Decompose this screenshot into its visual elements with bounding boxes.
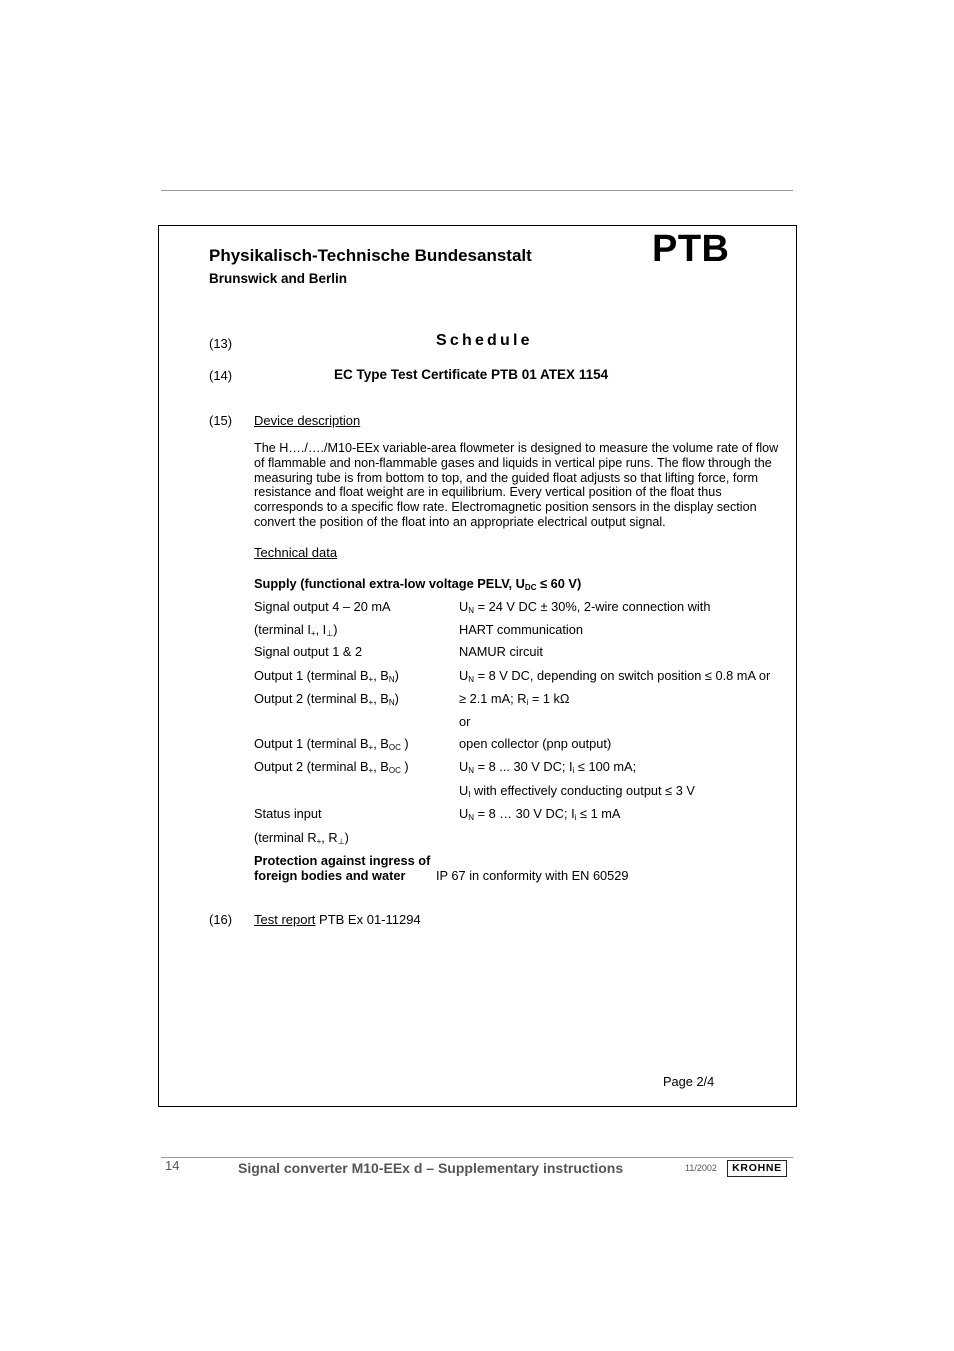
ptb-logo: PTB <box>652 228 730 270</box>
institute-name: Physikalisch-Technische Bundesanstalt <box>209 246 532 265</box>
output-2-oc-label: Output 2 (terminal $B_+$, $B_{OC}$ ) <box>254 759 409 775</box>
device-description-text: The H…./…./M10-EEx variable-area flowmeter is designed to measure the volume rate of flow of flammable and non-flammable gases and liquids in vertical pipe runs. The flow through the measuring tube is from bottom to top, and the guided float adjusts so that lifting force, form resistance and float weight are in equilibrium. Every vertical position of the float thus corresponds to a specific flow rate. Electromagnetic position sensors in the display section convert the position of the float into an appropriate electrical output signal. <box>254 441 779 529</box>
output-namur-value-cont: ≥ 2.1 mA; $R_i = 1$ kΩ <box>459 691 570 707</box>
footer-title: Signal converter M10-EEx d – Supplementary instructions <box>238 1160 624 1176</box>
terminal-i-label: (terminal $I_+$, $I_\perp$) <box>254 622 338 638</box>
footer-date: 11/2002 <box>685 1163 717 1173</box>
page-number: Page 2/4 <box>663 1074 715 1089</box>
clause-number-16: (16) <box>209 912 233 927</box>
status-input-label: Status input <box>254 806 322 821</box>
output-oc-value: $U_N = 8$ ... 30 V DC; $I_i \le 100$ mA; <box>459 759 637 775</box>
or-text: or <box>459 714 471 729</box>
output-2-namur-label: Output 2 (terminal $B_+$, $B_N$) <box>254 691 399 707</box>
schedule-title: Schedule <box>436 332 533 349</box>
top-rule <box>161 190 793 191</box>
krohne-logo: KROHNE <box>727 1160 787 1177</box>
protection-value: IP 67 in conformity with EN 60529 <box>436 868 629 883</box>
protection-label-line1: Protection against ingress of <box>254 853 431 868</box>
output-oc-value-cont: $U_I$ with effectively conducting output ≤ 3 V <box>459 783 695 799</box>
footer-page-number: 14 <box>165 1158 180 1173</box>
hart-value: HART communication <box>459 622 583 637</box>
device-description-heading: Device description <box>254 413 361 428</box>
output-1-oc-label: Output 1 (terminal $B_+$, $B_{OC}$ ) <box>254 736 409 752</box>
output-1-namur-label: Output 1 (terminal $B_+$, $B_N$) <box>254 668 399 684</box>
test-report-label: Test report <box>254 912 316 927</box>
open-collector-value: open collector (pnp output) <box>459 736 612 751</box>
output-namur-value: $U_N = 8$ V DC, depending on switch position ≤ 0.8 mA or <box>459 668 771 684</box>
signal-output-1-2-label: Signal output 1 & 2 <box>254 644 363 659</box>
certificate-frame <box>158 225 797 1107</box>
signal-output-4-20-value: $U_N = 24$ V DC ± 30%, 2-wire connection with <box>459 599 711 615</box>
test-report-line: Test report PTB Ex 01-11294 <box>254 912 421 927</box>
clause-number-15: (15) <box>209 413 233 428</box>
namur-value: NAMUR circuit <box>459 644 543 659</box>
status-input-value: $U_N = 8$ … 30 V DC; $I_i \le 1$ mA <box>459 806 621 822</box>
protection-label-line2: foreign bodies and water <box>254 868 406 883</box>
technical-data-heading: Technical data <box>254 545 338 560</box>
terminal-r-label: (terminal $R_+$, $R_\perp$) <box>254 830 349 846</box>
supply-heading: Supply (functional extra-low voltage PELV, $U_{DC} \le 60$ V) <box>254 576 582 592</box>
certificate-title: EC Type Test Certificate PTB 01 ATEX 1154 <box>334 367 609 382</box>
clause-number-14: (14) <box>209 368 233 383</box>
footer-rule <box>161 1157 793 1158</box>
institute-location: Brunswick and Berlin <box>209 271 348 286</box>
clause-number-13: (13) <box>209 336 233 351</box>
signal-output-4-20-label: Signal output 4 – 20 mA <box>254 599 391 614</box>
